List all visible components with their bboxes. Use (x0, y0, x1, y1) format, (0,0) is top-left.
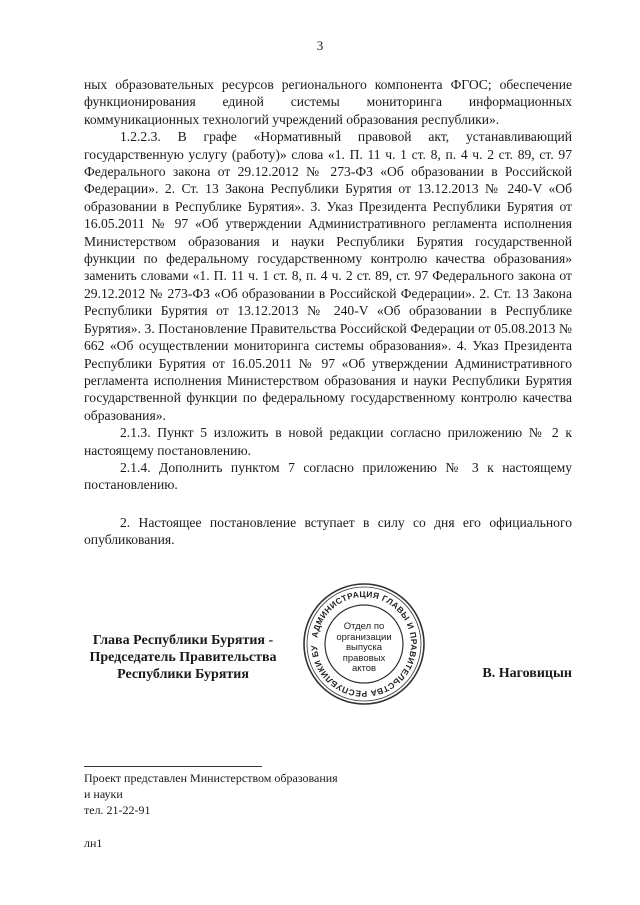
stamp-line: Отдел по (343, 621, 385, 632)
paragraph-2-effective-date: 2. Настоящее постановление вступает в силу со дня его официального опубликования. (84, 514, 572, 548)
signer-title-line: Глава Республики Бурятия - (92, 633, 274, 648)
stamp-line: организации (336, 631, 392, 643)
stamp-center-text (330, 622, 398, 675)
signer-title-line: Республики Бурятия (117, 667, 249, 682)
page-number: 3 (316, 38, 324, 53)
stamp-line: выпуска (345, 642, 383, 653)
footnote (84, 770, 444, 818)
footnote-divider (84, 766, 262, 767)
signer-title (78, 632, 288, 683)
signature-block (0, 580, 640, 710)
official-stamp (302, 582, 426, 706)
document-code: лн1 (84, 836, 103, 850)
paragraph-2-1-3: 2.1.3. Пункт 5 изложить в новой редакции согласно приложению № 2 к настоящему постановлению. (84, 425, 572, 458)
signer-title-line: Председатель Правительства (89, 650, 277, 665)
footnote-line: тел. 21-22-91 (84, 803, 151, 817)
stamp-ring-text: АДМИНИСТРАЦИЯ ГЛАВЫ И ПРАВИТЕЛЬСТВА РЕСПУБЛИКИ БУ (308, 588, 420, 700)
signer-name: В. Наговицын (482, 666, 572, 681)
footnote-line: и науки (84, 787, 123, 801)
document-body (84, 76, 572, 549)
footnote-line: Проект представлен Министерством образования (84, 771, 338, 785)
stamp-line: правовых (342, 652, 386, 664)
paragraph-1-2-2-3: 1.2.2.3. В графе «Нормативный правовой акт, устанавливающий государственную услугу (работу)» слова «1. П. 11 ч. 1 ст. 8, п. 4 ч. 2 ст. 89, ст. 97 Федерального закона от 29.12.2012 № 273-ФЗ «Об образовании в Российской Федерации». 2. Ст. 13 Закона Республики Бурятия от 13.12.2013 № 240-V «Об образовании в Республике Бурятия». 3. Указ Президента Республики Бурятия от 16.05.2011 № 97 «Об утверждении Административного регламента исполнения Министерством образования и науки Республики Бурятия государственной функции по федеральному государственному контролю качества образования» заменить словами «1. П. 11 ч. 1 ст. 8, п. 4 ч. 2 ст. 89, ст. 97 Федерального закона от 29.12.2012 № 273-ФЗ «Об образовании в Российской Федерации». 2. Ст. 13 Закона Республики Бурятия от 13.12.2013 № 240-V «Об образовании в Республике Бурятия». 3. Постановление Правительства Российской Федерации от 05.08.2013 № 662 «Об осуществлении мониторинга системы образования». 4. Указ Президента Республики Бурятия от 16.05.2011 № 97 «Об утверждении Административного регламента исполнения Министерством образования и науки Республики Бурятия государственной функции по федеральному государственному контролю качества образования». (84, 129, 572, 423)
paragraph-continuation: ных образовательных ресурсов регионального компонента ФГОС; обеспечение функционирования единой системы мониторинга информационных коммуникационных технологий учреждений образования республики». (84, 77, 572, 127)
stamp-line: актов (351, 663, 377, 674)
paragraph-2-1-4: 2.1.4. Дополнить пунктом 7 согласно приложению № 3 к настоящему постановлению. (84, 459, 572, 493)
